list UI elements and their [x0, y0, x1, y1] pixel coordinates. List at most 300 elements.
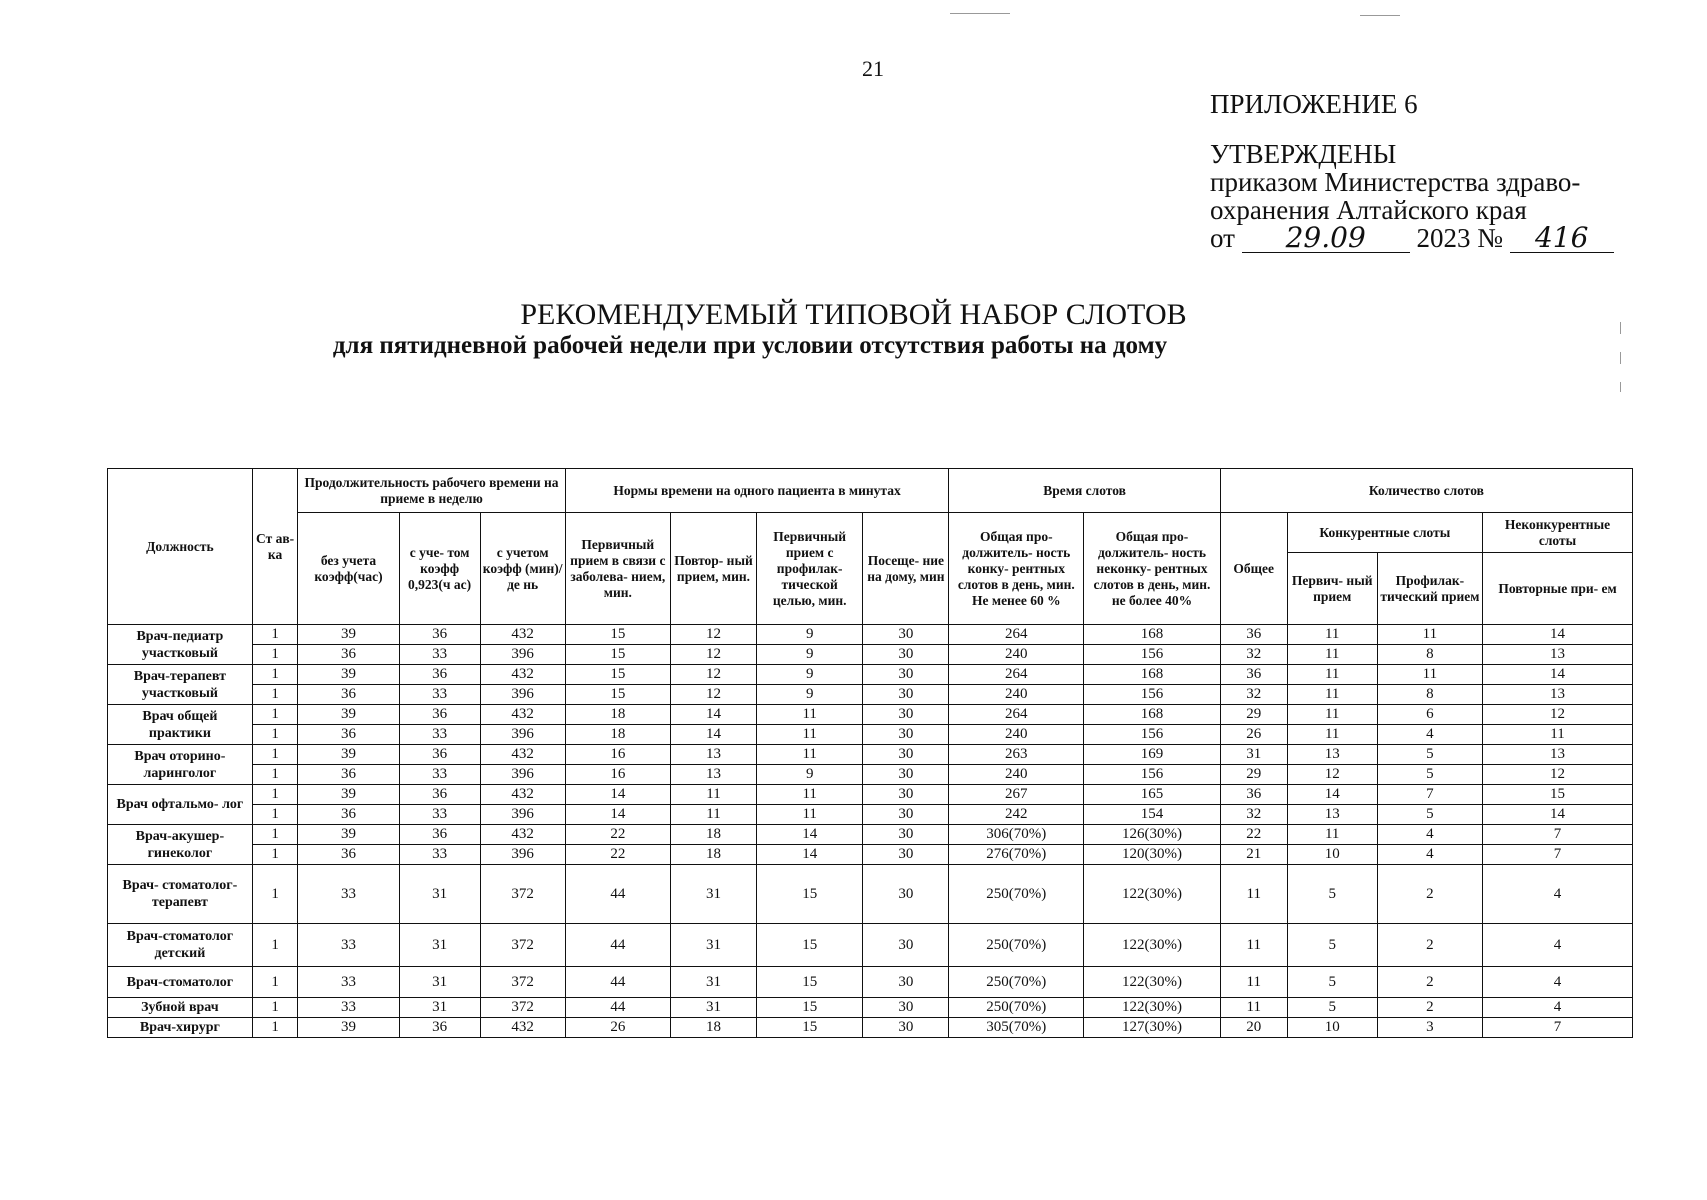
table-cell: 36 — [298, 685, 399, 705]
table-cell: 396 — [480, 645, 565, 665]
document-title: РЕКОМЕНДУЕМЫЙ ТИПОВОЙ НАБОР СЛОТОВ — [520, 298, 1187, 331]
header-no-coef: без учета коэфф(час) — [298, 513, 399, 625]
table-cell: 36 — [399, 785, 480, 805]
table-cell: 44 — [565, 998, 670, 1018]
table-cell: 11 — [1287, 625, 1377, 645]
table-row — [108, 967, 1633, 998]
header-repeat: Повтор- ный прием, мин. — [670, 513, 756, 625]
table-cell: 4 — [1377, 845, 1482, 865]
table-cell: 11 — [757, 725, 863, 745]
table-cell: 36 — [298, 845, 399, 865]
table-cell: 165 — [1084, 785, 1221, 805]
table-cell: 5 — [1287, 967, 1377, 998]
table-cell: 12 — [670, 665, 756, 685]
table-cell: 11 — [1483, 725, 1633, 745]
table-cell: 127(30%) — [1084, 1018, 1221, 1038]
table-cell: 44 — [565, 865, 670, 924]
table-cell: 432 — [480, 785, 565, 805]
table-cell: 11 — [1287, 685, 1377, 705]
approval-date-line — [1210, 221, 1614, 254]
table-cell: 120(30%) — [1084, 845, 1221, 865]
table-body — [108, 625, 1633, 1038]
table-row — [108, 785, 1633, 805]
table-cell: 156 — [1084, 685, 1221, 705]
table-cell: 14 — [1483, 625, 1633, 645]
table-cell: 3 — [1377, 1018, 1482, 1038]
table-cell: 11 — [1220, 998, 1287, 1018]
header-position: Должность — [108, 469, 253, 625]
table-row — [108, 725, 1633, 745]
table-cell: 9 — [757, 765, 863, 785]
table-cell: 20 — [1220, 1018, 1287, 1038]
table-cell: 15 — [565, 645, 670, 665]
table-cell: 154 — [1084, 805, 1221, 825]
table-cell: 1 — [252, 705, 298, 725]
table-cell: 33 — [298, 998, 399, 1018]
table-cell: 29 — [1220, 705, 1287, 725]
table-cell: 432 — [480, 825, 565, 845]
table-cell: 11 — [1220, 924, 1287, 967]
table-cell: 15 — [757, 967, 863, 998]
table-cell: 13 — [1483, 645, 1633, 665]
table-cell: 372 — [480, 998, 565, 1018]
table-cell: 22 — [565, 825, 670, 845]
table-cell: 122(30%) — [1084, 967, 1221, 998]
header-noncompetitive-total: Общая про- должитель- ность неконку- рентных слотов в день, мин. не более 40% — [1084, 513, 1221, 625]
header-primary-prevent: Первичный прием с профилак- тической целью, мин. — [757, 513, 863, 625]
table-cell: 264 — [949, 625, 1084, 645]
table-cell: 39 — [298, 745, 399, 765]
table-cell: 1 — [252, 967, 298, 998]
table-cell: 31 — [670, 967, 756, 998]
table-cell: 31 — [1220, 745, 1287, 765]
table-cell: 11 — [1287, 725, 1377, 745]
table-cell: 14 — [1483, 805, 1633, 825]
table-cell: 30 — [863, 845, 949, 865]
table-cell: 168 — [1084, 625, 1221, 645]
table-cell: 39 — [298, 625, 399, 645]
table-cell: 13 — [670, 765, 756, 785]
table-cell: 33 — [399, 845, 480, 865]
header-c-primary: Первич- ный прием — [1287, 553, 1377, 625]
table-cell: 8 — [1377, 685, 1482, 705]
table-cell: 11 — [757, 745, 863, 765]
table-cell: 14 — [1483, 665, 1633, 685]
table-cell: 432 — [480, 625, 565, 645]
table-cell: 5 — [1287, 865, 1377, 924]
table-cell: 372 — [480, 967, 565, 998]
table-cell: 10 — [1287, 1018, 1377, 1038]
header-c-prevent: Профилак- тический прием — [1377, 553, 1482, 625]
table-cell: 240 — [949, 765, 1084, 785]
table-row — [108, 825, 1633, 845]
table-cell: 15 — [565, 665, 670, 685]
table-cell: 11 — [1287, 645, 1377, 665]
table-cell: 1 — [252, 665, 298, 685]
handwritten-date: 29.09 — [1242, 224, 1410, 253]
table-cell: 1 — [252, 725, 298, 745]
table-cell: 36 — [298, 645, 399, 665]
table-cell: 26 — [565, 1018, 670, 1038]
table-cell: 11 — [1377, 625, 1482, 645]
table-cell: 33 — [399, 725, 480, 745]
table-cell: 7 — [1483, 845, 1633, 865]
table-cell: 13 — [670, 745, 756, 765]
header-with-coef: с уче- том коэфф 0,923(ч ас) — [399, 513, 480, 625]
table-cell: 1 — [252, 765, 298, 785]
table-cell: 306(70%) — [949, 825, 1084, 845]
table-cell: 13 — [1287, 745, 1377, 765]
table-cell: 5 — [1287, 924, 1377, 967]
table-cell: 18 — [670, 845, 756, 865]
table-cell: 5 — [1377, 765, 1482, 785]
header-primary-illness: Первичный прием в связи с заболева- нием, мин. — [565, 513, 670, 625]
table-cell: 30 — [863, 785, 949, 805]
table-cell: 16 — [565, 745, 670, 765]
table-cell: 1 — [252, 825, 298, 845]
table-cell: 30 — [863, 685, 949, 705]
table-row — [108, 865, 1633, 924]
table-cell: 14 — [565, 785, 670, 805]
table-cell: 12 — [1483, 705, 1633, 725]
table-cell: 30 — [863, 725, 949, 745]
table-cell: 30 — [863, 705, 949, 725]
position-name: Врач общей практики — [108, 705, 253, 745]
table-cell: 432 — [480, 705, 565, 725]
table-row — [108, 805, 1633, 825]
table-cell: 11 — [1220, 865, 1287, 924]
from-label: от — [1210, 223, 1235, 253]
table-cell: 263 — [949, 745, 1084, 765]
position-name: Врач офтальмо- лог — [108, 785, 253, 825]
table-cell: 29 — [1220, 765, 1287, 785]
table-cell: 10 — [1287, 845, 1377, 865]
table-cell: 250(70%) — [949, 924, 1084, 967]
table-cell: 30 — [863, 745, 949, 765]
table-cell: 18 — [670, 825, 756, 845]
table-row — [108, 705, 1633, 725]
table-cell: 21 — [1220, 845, 1287, 865]
table-cell: 36 — [399, 625, 480, 645]
table-cell: 36 — [298, 765, 399, 785]
table-cell: 30 — [863, 765, 949, 785]
table-cell: 2 — [1377, 967, 1482, 998]
table-cell: 2 — [1377, 924, 1482, 967]
position-name: Врач оторино- ларинголог — [108, 745, 253, 785]
header-repeat-visits: Повторные при- ем — [1483, 553, 1633, 625]
table-cell: 305(70%) — [949, 1018, 1084, 1038]
table-cell: 13 — [1483, 685, 1633, 705]
scan-mark — [1620, 352, 1621, 364]
table-cell: 4 — [1483, 924, 1633, 967]
table-cell: 6 — [1377, 705, 1482, 725]
table-cell: 33 — [298, 967, 399, 998]
table-cell: 4 — [1483, 998, 1633, 1018]
table-cell: 13 — [1483, 745, 1633, 765]
table-cell: 16 — [565, 765, 670, 785]
header-home-visit: Посеще- ние на дому, мин — [863, 513, 949, 625]
table-cell: 30 — [863, 967, 949, 998]
header-noncompetitive-group: Неконкурентные слоты — [1483, 513, 1633, 553]
table-cell: 30 — [863, 625, 949, 645]
table-row — [108, 1018, 1633, 1038]
position-name: Врач-стоматолог — [108, 967, 253, 998]
table-cell: 1 — [252, 625, 298, 645]
table-cell: 32 — [1220, 645, 1287, 665]
table-cell: 15 — [757, 1018, 863, 1038]
table-cell: 122(30%) — [1084, 924, 1221, 967]
table-cell: 5 — [1287, 998, 1377, 1018]
table-cell: 11 — [1377, 665, 1482, 685]
approved-label: УТВЕРЖДЕНЫ — [1210, 139, 1397, 169]
table-cell: 4 — [1483, 865, 1633, 924]
table-row — [108, 645, 1633, 665]
table-cell: 39 — [298, 1018, 399, 1038]
header-duration-group: Продолжительность рабочего времени на приеме в неделю — [298, 469, 565, 513]
table-cell: 30 — [863, 998, 949, 1018]
table-cell: 11 — [757, 785, 863, 805]
table-cell: 12 — [670, 625, 756, 645]
table-cell: 122(30%) — [1084, 865, 1221, 924]
scan-mark — [950, 13, 1010, 14]
table-cell: 36 — [1220, 665, 1287, 685]
table-cell: 31 — [670, 998, 756, 1018]
table-cell: 18 — [670, 1018, 756, 1038]
table-cell: 9 — [757, 625, 863, 645]
table-cell: 156 — [1084, 725, 1221, 745]
table-cell: 14 — [757, 825, 863, 845]
table-cell: 4 — [1483, 967, 1633, 998]
table-cell: 33 — [399, 645, 480, 665]
table-cell: 5 — [1377, 805, 1482, 825]
table-cell: 1 — [252, 745, 298, 765]
table-cell: 33 — [298, 924, 399, 967]
table-cell: 30 — [863, 665, 949, 685]
table-cell: 31 — [399, 865, 480, 924]
table-cell: 156 — [1084, 765, 1221, 785]
table-cell: 36 — [399, 705, 480, 725]
table-cell: 169 — [1084, 745, 1221, 765]
table-cell: 2 — [1377, 998, 1482, 1018]
table-cell: 267 — [949, 785, 1084, 805]
table-cell: 30 — [863, 645, 949, 665]
approval-line-2: охранения Алтайского края — [1210, 195, 1527, 225]
table-cell: 30 — [863, 1018, 949, 1038]
table-cell: 31 — [670, 924, 756, 967]
table-cell: 11 — [757, 705, 863, 725]
position-name: Зубной врач — [108, 998, 253, 1018]
table-cell: 39 — [298, 705, 399, 725]
table-cell: 4 — [1377, 725, 1482, 745]
table-cell: 432 — [480, 665, 565, 685]
table-cell: 11 — [670, 785, 756, 805]
table-cell: 11 — [1287, 705, 1377, 725]
table-row — [108, 924, 1633, 967]
table-cell: 432 — [480, 745, 565, 765]
header-norms-group: Нормы времени на одного пациента в минутах — [565, 469, 949, 513]
table-cell: 9 — [757, 685, 863, 705]
table-cell: 11 — [1287, 665, 1377, 685]
slots-table — [107, 468, 1633, 1038]
table-cell: 39 — [298, 785, 399, 805]
table-row — [108, 765, 1633, 785]
table-cell: 372 — [480, 924, 565, 967]
table-cell: 31 — [670, 865, 756, 924]
table-cell: 14 — [670, 705, 756, 725]
table-cell: 7 — [1377, 785, 1482, 805]
table-cell: 15 — [757, 998, 863, 1018]
table-cell: 36 — [399, 1018, 480, 1038]
handwritten-number: 416 — [1510, 224, 1614, 253]
table-cell: 33 — [399, 685, 480, 705]
table-cell: 14 — [1287, 785, 1377, 805]
table-cell: 264 — [949, 705, 1084, 725]
table-cell: 13 — [1287, 805, 1377, 825]
table-cell: 250(70%) — [949, 967, 1084, 998]
table-cell: 11 — [1287, 825, 1377, 845]
table-cell: 1 — [252, 998, 298, 1018]
table-cell: 14 — [670, 725, 756, 745]
table-cell: 11 — [670, 805, 756, 825]
table-cell: 5 — [1377, 745, 1482, 765]
table-cell: 33 — [399, 805, 480, 825]
table-cell: 31 — [399, 998, 480, 1018]
table-cell: 11 — [1220, 967, 1287, 998]
header-min-per-day: с учетом коэфф (мин)/де нь — [480, 513, 565, 625]
header-competitive-total: Общая про- должитель- ность конку- рентных слотов в день, мин. Не менее 60 % — [949, 513, 1084, 625]
table-cell: 240 — [949, 725, 1084, 745]
approval-block — [1210, 90, 1614, 253]
document-subtitle: для пятидневной рабочей недели при условии отсутствия работы на дому — [332, 332, 1168, 359]
table-cell: 396 — [480, 685, 565, 705]
table-cell: 39 — [298, 825, 399, 845]
year-label: 2023 № — [1416, 223, 1503, 253]
table-cell: 250(70%) — [949, 998, 1084, 1018]
table-cell: 242 — [949, 805, 1084, 825]
table-cell: 4 — [1377, 825, 1482, 845]
table-cell: 9 — [757, 645, 863, 665]
position-name: Врач-акушер- гинеколог — [108, 825, 253, 865]
table-cell: 36 — [1220, 625, 1287, 645]
table-cell: 276(70%) — [949, 845, 1084, 865]
table-cell: 250(70%) — [949, 865, 1084, 924]
table-cell: 168 — [1084, 665, 1221, 685]
table-cell: 126(30%) — [1084, 825, 1221, 845]
table-cell: 11 — [757, 805, 863, 825]
table-cell: 26 — [1220, 725, 1287, 745]
table-cell: 31 — [399, 967, 480, 998]
table-cell: 240 — [949, 685, 1084, 705]
table-cell: 22 — [1220, 825, 1287, 845]
table-cell: 36 — [399, 825, 480, 845]
table-cell: 32 — [1220, 805, 1287, 825]
annex-label: ПРИЛОЖЕНИЕ 6 — [1210, 89, 1418, 119]
table-cell: 36 — [399, 665, 480, 685]
table-cell: 1 — [252, 805, 298, 825]
table-cell: 1 — [252, 1018, 298, 1038]
table-cell: 8 — [1377, 645, 1482, 665]
table-cell: 264 — [949, 665, 1084, 685]
position-name: Врач- стоматолог- терапевт — [108, 865, 253, 924]
table-cell: 18 — [565, 705, 670, 725]
table-cell: 14 — [565, 805, 670, 825]
table-cell: 396 — [480, 805, 565, 825]
position-name: Врач-хирург — [108, 1018, 253, 1038]
table-cell: 122(30%) — [1084, 998, 1221, 1018]
table-cell: 36 — [1220, 785, 1287, 805]
header-total: Общее — [1220, 513, 1287, 625]
header-slot-time-group: Время слотов — [949, 469, 1220, 513]
table-cell: 36 — [298, 725, 399, 745]
position-name: Врач-терапевт участковый — [108, 665, 253, 705]
table-cell: 44 — [565, 967, 670, 998]
table-cell: 12 — [1287, 765, 1377, 785]
table-cell: 1 — [252, 645, 298, 665]
table-cell: 15 — [757, 924, 863, 967]
table-cell: 30 — [863, 924, 949, 967]
table-cell: 156 — [1084, 645, 1221, 665]
table-cell: 1 — [252, 685, 298, 705]
table-cell: 15 — [565, 685, 670, 705]
table-cell: 14 — [757, 845, 863, 865]
table-cell: 9 — [757, 665, 863, 685]
table-cell: 32 — [1220, 685, 1287, 705]
table-header — [108, 469, 1633, 625]
header-competitive-group: Конкурентные слоты — [1287, 513, 1482, 553]
table-cell: 12 — [670, 645, 756, 665]
table-cell: 2 — [1377, 865, 1482, 924]
table-cell: 33 — [298, 865, 399, 924]
table-cell: 44 — [565, 924, 670, 967]
table-cell: 396 — [480, 845, 565, 865]
table-cell: 15 — [565, 625, 670, 645]
position-name: Врач-педиатр участковый — [108, 625, 253, 665]
table-row — [108, 665, 1633, 685]
table-cell: 36 — [399, 745, 480, 765]
approval-line-1: приказом Министерства здраво- — [1210, 167, 1581, 197]
table-cell: 22 — [565, 845, 670, 865]
table-cell: 1 — [252, 845, 298, 865]
scan-mark — [1360, 15, 1400, 16]
table-cell: 12 — [1483, 765, 1633, 785]
table-row — [108, 685, 1633, 705]
table-cell: 30 — [863, 825, 949, 845]
table-cell: 396 — [480, 725, 565, 745]
page-number: 21 — [862, 56, 884, 81]
table-cell: 396 — [480, 765, 565, 785]
table-cell: 30 — [863, 805, 949, 825]
table-cell: 372 — [480, 865, 565, 924]
table-cell: 39 — [298, 665, 399, 685]
table-cell: 30 — [863, 865, 949, 924]
table-cell: 12 — [670, 685, 756, 705]
table-cell: 31 — [399, 924, 480, 967]
table-cell: 15 — [1483, 785, 1633, 805]
header-rate: Ст ав- ка — [252, 469, 298, 625]
position-name: Врач-стоматолог детский — [108, 924, 253, 967]
table-cell: 240 — [949, 645, 1084, 665]
table-cell: 1 — [252, 924, 298, 967]
header-slot-count-group: Количество слотов — [1220, 469, 1632, 513]
table-row — [108, 745, 1633, 765]
table-row — [108, 625, 1633, 645]
table-cell: 168 — [1084, 705, 1221, 725]
table-cell: 36 — [298, 805, 399, 825]
table-row — [108, 998, 1633, 1018]
table-cell: 432 — [480, 1018, 565, 1038]
table-row — [108, 845, 1633, 865]
table-cell: 7 — [1483, 1018, 1633, 1038]
